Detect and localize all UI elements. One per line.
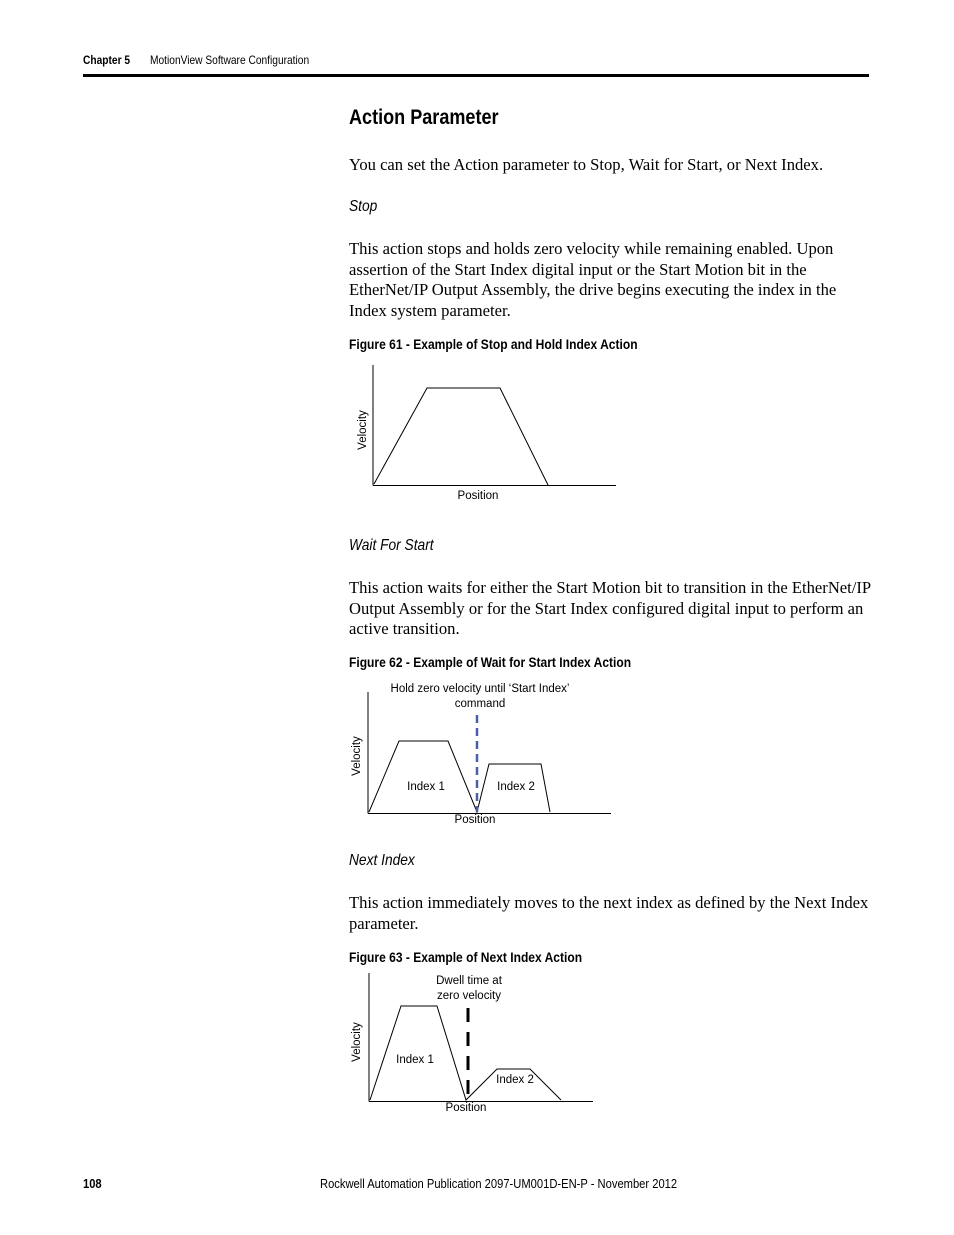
- chapter-label: Chapter 5: [83, 53, 131, 67]
- wait-paragraph: This action waits for either the Start Motion bit to transition in the EtherNet/IP Output Assembly or for the Start Index configured digital input to perform an active transition.: [349, 578, 871, 638]
- figure-62-annotation-line1: Hold zero velocity until ‘Start Index’: [390, 683, 570, 695]
- stop-paragraph: This action stops and holds zero velocity while remaining enabled. Upon assertion of the Start Index digital input or the Start Motion bit in the EtherNet/IP Output Assembly, the drive begins executing the index in the Index system parameter.: [349, 239, 837, 320]
- figure-62-caption: Figure 62 - Example of Wait for Start Index Action: [349, 654, 632, 670]
- figure-63-caption: Figure 63 - Example of Next Index Action: [349, 949, 583, 965]
- figure-61-caption: Figure 61 - Example of Stop and Hold Index Action: [349, 336, 638, 352]
- figure-62-index2-label: Index 2: [497, 781, 535, 793]
- page-number: 108: [83, 1176, 102, 1191]
- next-paragraph: This action immediately moves to the next index as defined by the Next Index parameter.: [349, 893, 869, 933]
- stop-heading: Stop: [349, 198, 378, 215]
- figure-63-annotation-line2: zero velocity: [437, 990, 501, 1002]
- figure-63-index2-label: Index 2: [496, 1074, 534, 1086]
- chapter-title: MotionView Software Configuration: [150, 53, 310, 67]
- figure-62-xlabel: Position: [454, 814, 496, 826]
- figure-62-index1-label: Index 1: [407, 781, 445, 793]
- wait-heading: Wait For Start: [349, 537, 434, 554]
- figure-62-ylabel: Velocity: [351, 736, 363, 776]
- publication-footer: Rockwell Automation Publication 2097-UM001D-EN-P - November 2012: [320, 1176, 678, 1191]
- figure-61-xlabel: Position: [457, 490, 499, 502]
- figure-63-annotation-line1: Dwell time at: [436, 975, 502, 987]
- figure-62-annotation-line2: command: [454, 698, 506, 710]
- next-heading: Next Index: [349, 852, 415, 869]
- figure-63-index1-label: Index 1: [396, 1054, 434, 1066]
- figure-61-ylabel: Velocity: [357, 410, 369, 450]
- section-title: Action Parameter: [349, 106, 499, 129]
- intro-paragraph: You can set the Action parameter to Stop, Wait for Start, or Next Index.: [349, 155, 824, 174]
- figure-63-xlabel: Position: [445, 1102, 487, 1114]
- figure-63-ylabel: Velocity: [351, 1022, 363, 1062]
